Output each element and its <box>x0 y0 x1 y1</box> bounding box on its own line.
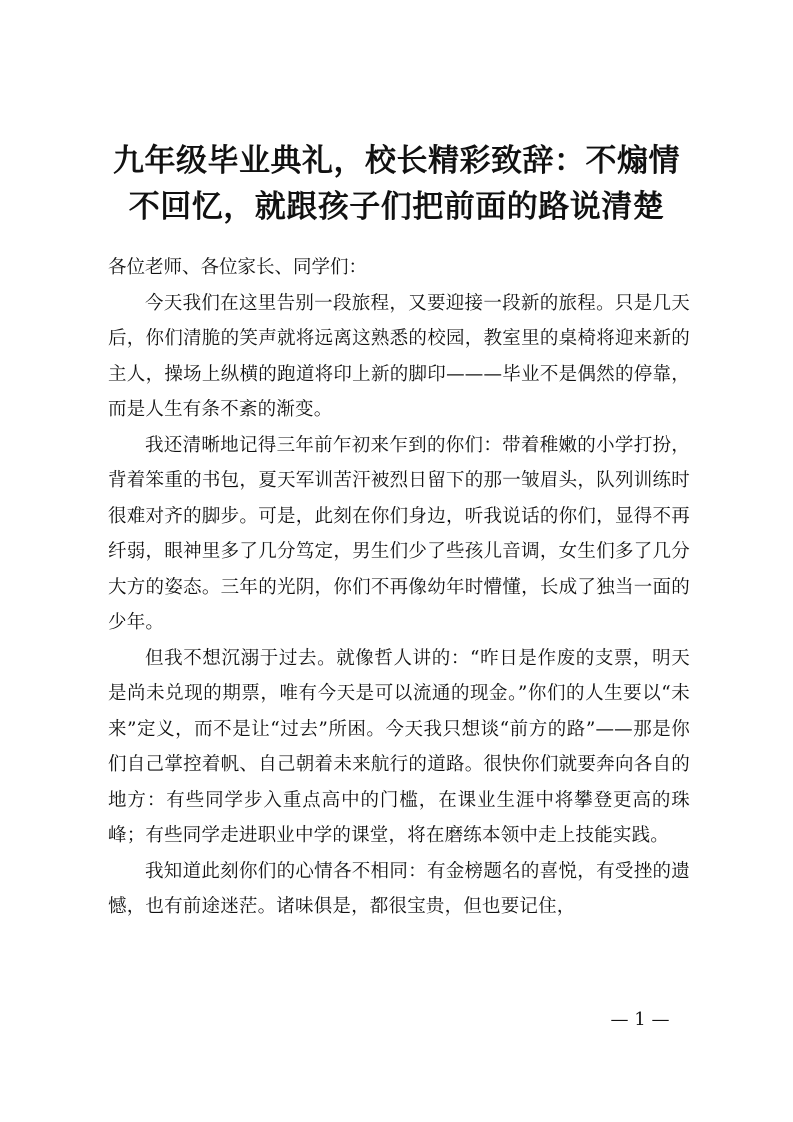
document-title <box>90 138 703 230</box>
page-number: — 1 — <box>610 1009 670 1030</box>
paragraph-2: 我还清晰地记得三年前乍初来乍到的你们：带着稚嫩的小学打扮，背着笨重的书包，夏天军训苦汗被烈日留下的那一皱眉头，队列训练时很难对齐的脚步。可是，此刻在你们身边，听我说话的你们，显得不再纤弱，眼神里多了几分笃定，男生们少了些孩儿音调，女生们多了几分大方的姿态。三年的光阴，你们不再像幼年时懵懂，长成了独当一面的少年。 <box>108 434 690 633</box>
paragraph-4: 我知道此刻你们的心情各不相同：有金榜题名的喜悦，有受挫的遗憾，也有前途迷茫。诸味俱是，都很宝贵，但也要记住， <box>108 860 690 917</box>
paragraph-3: 但我不想沉溺于过去。就像哲人讲的：“昨日是作废的支票，明天是尚未兑现的期票，唯有今天是可以流通的现金。”你们的人生要以“未来”定义，而不是让“过去”所困。今天我只想谈“前方的路”——那是你们自己掌控着帆、自己朝着未来航行的道路。很快你们就要奔向各自的地方：有些同学步入重点高中的门槛，在课业生涯中将攀登更高的珠峰；有些同学走进职业中学的课堂，将在磨练本领中走上技能实践。 <box>108 647 690 846</box>
title-line-1: 九年级毕业典礼，校长精彩致辞：不煽情 <box>113 143 680 179</box>
document-body <box>108 250 690 925</box>
title-line-2: 不回忆，就跟孩子们把前面的路说清楚 <box>128 189 665 225</box>
salutation: 各位老师、各位家长、同学们： <box>108 257 368 278</box>
paragraph-1: 今天我们在这里告别一段旅程，又要迎接一段新的旅程。只是几天后，你们清脆的笑声就将远离这熟悉的校园，教室里的桌椅将迎来新的主人，操场上纵横的跑道将印上新的脚印———毕业不是偶然的停靠，而是人生有条不紊的渐变。 <box>108 292 690 420</box>
